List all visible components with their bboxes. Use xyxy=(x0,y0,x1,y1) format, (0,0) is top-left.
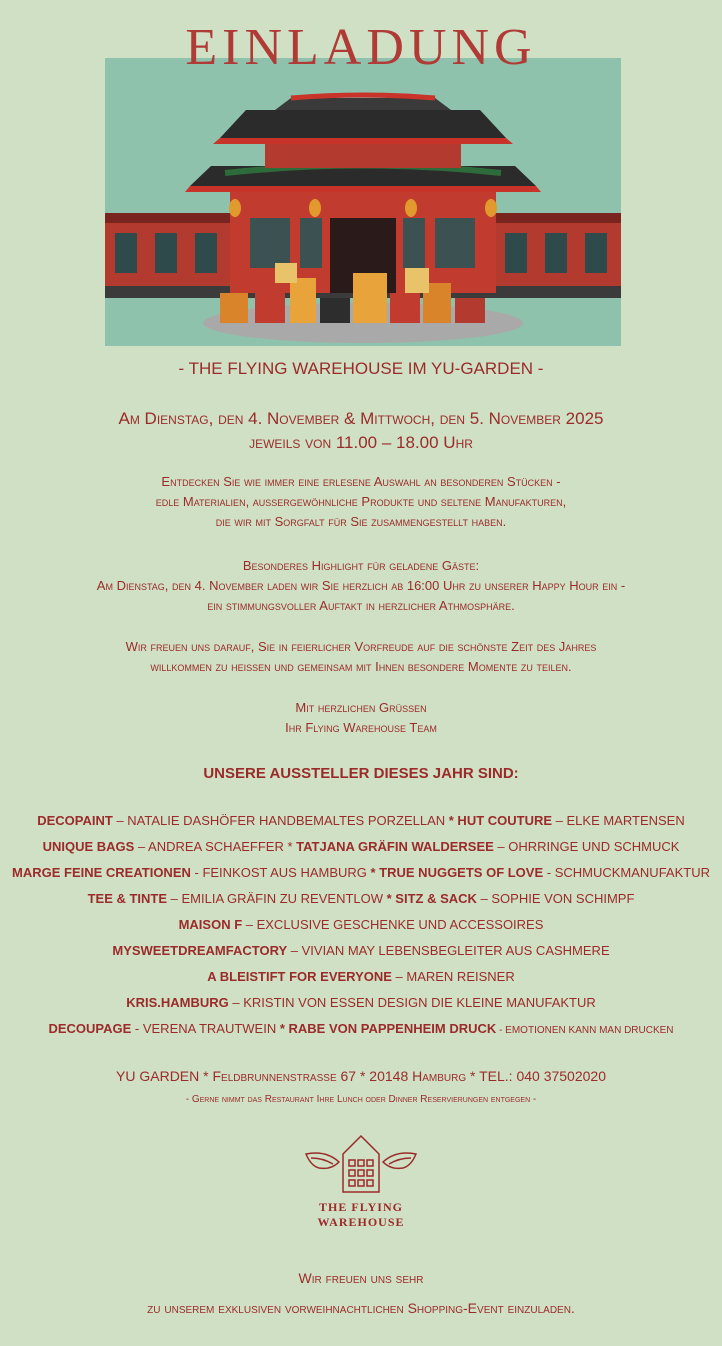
logo-line: WAREHOUSE xyxy=(317,1215,405,1229)
exhibitor-row xyxy=(0,964,722,990)
dates-line-1: Am Dienstag, den 4. November & Mittwoch, den 5. November 2025 xyxy=(118,409,604,428)
exhibitor-list xyxy=(0,808,722,1044)
closing-text xyxy=(0,1263,722,1323)
exhibitor-name: MAISON F xyxy=(178,917,243,932)
exhibitor-name: * SITZ & SACK xyxy=(386,891,477,906)
page-title: EINLADUNG xyxy=(185,19,537,76)
logo-line: THE FLYING xyxy=(319,1200,403,1214)
greeting xyxy=(0,698,722,738)
exhibitor-name: KRIS.HAMBURG xyxy=(126,995,229,1010)
exhibitor-name: DECOUPAGE xyxy=(48,1021,132,1036)
highlight-line: Besonderes Highlight für geladene Gäste: xyxy=(242,558,480,573)
exhibitor-desc: – ELKE MARTENSEN xyxy=(552,813,685,828)
welcome-line: willkommen zu heissen und gemeinsam mit Ihnen besondere Momente zu teilen. xyxy=(150,659,572,674)
pagoda-illustration xyxy=(105,58,621,346)
exhibitor-desc: - SCHMUCKMANUFAKTUR xyxy=(543,865,710,880)
exhibitor-row xyxy=(0,808,722,834)
exhibitor-row xyxy=(0,938,722,964)
intro-line: die wir mit Sorgfalt für Sie zusammengestellt haben. xyxy=(215,514,507,529)
exhibitor-name: A BLEISTIFT FOR EVERYONE xyxy=(207,969,396,984)
event-dates xyxy=(0,407,722,455)
winged-house-icon xyxy=(301,1132,421,1202)
exhibitor-name: MARGE FEINE CREATIONEN xyxy=(12,865,191,880)
exhibitor-desc: – KRISTIN VON ESSEN DESIGN DIE KLEINE MANUFAKTUR xyxy=(228,995,596,1010)
exhibitor-desc: – EMILIA GRÄFIN ZU REVENTLOW xyxy=(167,891,387,906)
closing-line: zu unserem exklusiven vorweihnachtlichen Shopping-Event einzuladen. xyxy=(147,1300,575,1316)
greeting-line: Ihr Flying Warehouse Team xyxy=(285,720,437,735)
exhibitor-desc: – EXCLUSIVE GESCHENKE UND ACCESSOIRES xyxy=(242,917,544,932)
welcome-paragraph xyxy=(0,637,722,677)
exhibitor-desc: - EMOTIONEN KANN MAN DRUCKEN xyxy=(496,1025,674,1036)
exhibitor-name: MYSWEETDREAMFACTORY xyxy=(112,943,288,958)
address-line: YU GARDEN * Feldbrunnenstrasse 67 * 20148 Hamburg * TEL.: 040 37502020 xyxy=(116,1068,606,1084)
exhibitor-name: * HUT COUTURE xyxy=(448,813,553,828)
exhibitor-name: DECOPAINT xyxy=(37,813,113,828)
highlight-line: Am Dienstag, den 4. November laden wir Sie herzlich ab 16:00 Uhr zu unserer Happy Hour ein - xyxy=(96,578,626,593)
exhibitor-row xyxy=(0,1016,722,1044)
exhibitor-row xyxy=(0,860,722,886)
exhibitor-row xyxy=(0,886,722,912)
welcome-line: Wir freuen uns darauf, Sie in feierlicher Vorfreude auf die schönste Zeit des Jahres xyxy=(125,639,597,654)
exhibitor-name: UNIQUE BAGS xyxy=(42,839,135,854)
exhibitor-desc: – SOPHIE VON SCHIMPF xyxy=(476,891,635,906)
exhibitor-row xyxy=(0,834,722,860)
venue-heading: - THE FLYING WAREHOUSE IM YU-GARDEN - xyxy=(178,359,544,378)
exhibitor-row xyxy=(0,990,722,1016)
intro-paragraph xyxy=(0,472,722,532)
intro-line: Entdecken Sie wie immer eine erlesene Auswahl an besonderen Stücken - xyxy=(161,474,561,489)
exhibitor-desc: – OHRRINGE UND SCHMUCK xyxy=(493,839,680,854)
exhibitor-name: * RABE VON PAPPENHEIM DRUCK xyxy=(279,1021,497,1036)
exhibitor-name: TATJANA GRÄFIN WALDERSEE xyxy=(296,839,494,854)
exhibitor-desc: – NATALIE DASHÖFER HANDBEMALTES PORZELLAN xyxy=(112,813,449,828)
greeting-line: Mit herzlichen Grüssen xyxy=(295,700,427,715)
pagoda-image xyxy=(105,58,621,346)
exhibitor-desc: – VIVIAN MAY LEBENSBEGLEITER AUS CASHMERE xyxy=(287,943,610,958)
exhibitor-desc: – MAREN REISNER xyxy=(395,969,515,984)
exhibitor-desc: - FEINKOST AUS HAMBURG xyxy=(190,865,371,880)
intro-line: edle Materialien, aussergewöhnliche Produkte und seltene Manufakturen, xyxy=(155,494,567,509)
exhibitor-name: * TRUE NUGGETS OF LOVE xyxy=(370,865,544,880)
exhibitor-name: TEE & TINTE xyxy=(87,891,168,906)
dates-line-2: jeweils von 11.00 – 18.00 Uhr xyxy=(249,433,473,452)
exhibitor-desc: – ANDREA SCHAEFFER * xyxy=(134,839,297,854)
logo-text xyxy=(0,1200,722,1230)
closing-line: Wir freuen uns sehr xyxy=(298,1270,424,1286)
exhibitor-row xyxy=(0,912,722,938)
exhibitor-desc: - VERENA TRAUTWEIN xyxy=(131,1021,280,1036)
reservation-note: - Gerne nimmt das Restaurant Ihre Lunch oder Dinner Reservierungen entgegen - xyxy=(185,1094,537,1105)
highlight-line: ein stimmungsvoller Auftakt in herzlicher Athmosphäre. xyxy=(207,598,515,613)
exhibitors-heading: UNSERE AUSSTELLER DIESES JAHR SIND: xyxy=(203,765,519,782)
highlight-paragraph xyxy=(0,556,722,616)
